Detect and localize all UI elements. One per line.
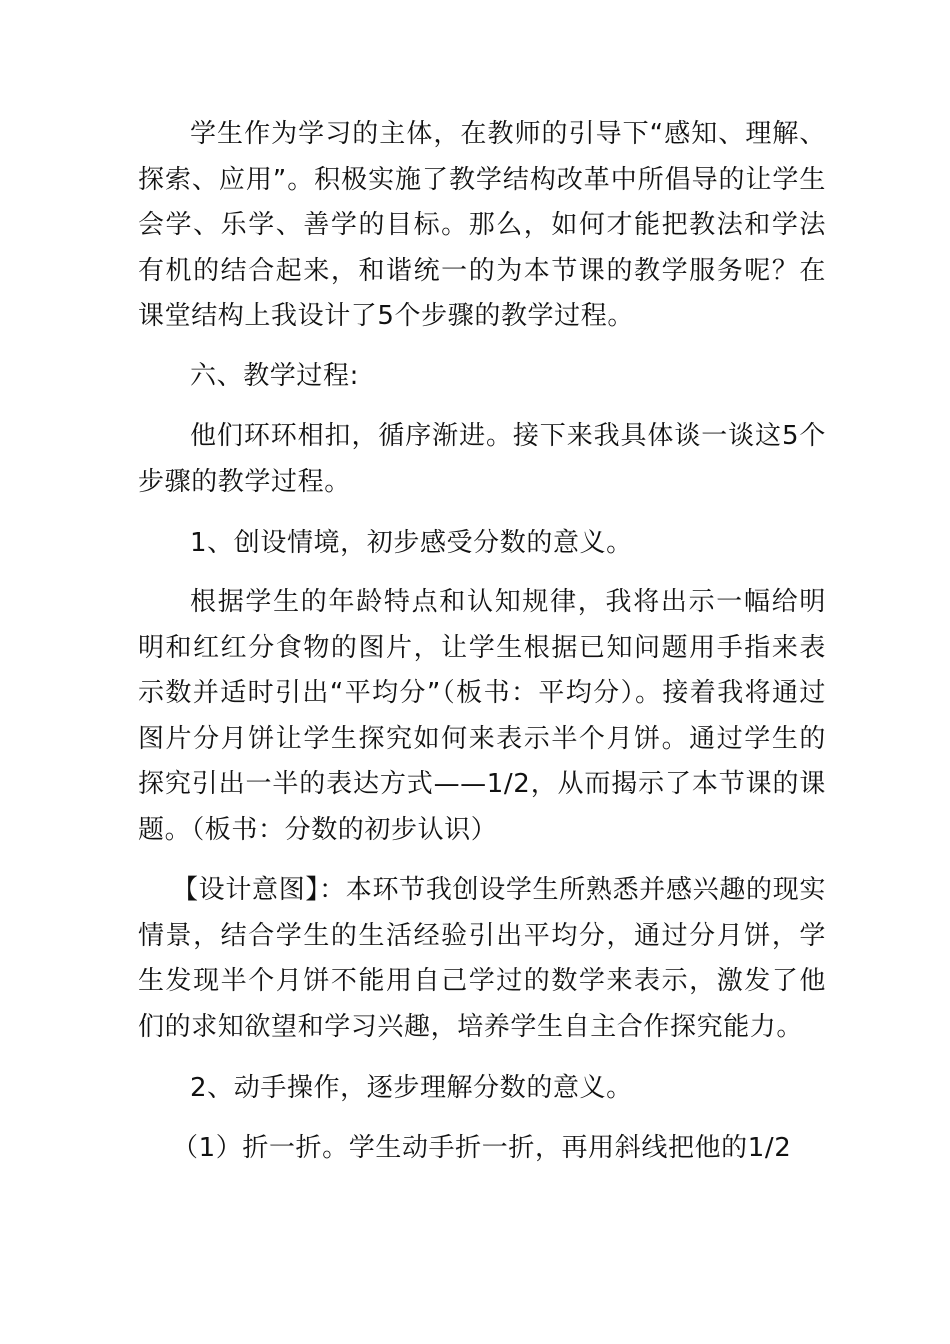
paragraph-five-steps: 他们环环相扣，循序渐进。接下来我具体谈一谈这5个步骤的教学过程。 [138,421,826,497]
paragraph-fold-activity: （1）折一折。学生动手折一折，再用斜线把他的1/2 [172,1133,792,1163]
step-heading-1: 1、创设情境，初步感受分数的意义。 [190,528,633,558]
step-heading-2: 2、动手操作，逐步理解分数的意义。 [190,1073,633,1103]
paragraph-student-role: 学生作为学习的主体，在教师的引导下“感知、理解、探索、应用”。积极实施了教学结构改革中所倡导的让学生会学、乐学、善学的目标。那么，如何才能把教法和学法有机的结合起来，和谐统一的为本节课的教学服务呢？在课堂结构上我设计了5个步骤的教学过程。 [138,119,826,331]
paragraph-design-intent: 【设计意图】：本环节我创设学生所熟悉并感兴趣的现实情景，结合学生的生活经验引出平均分，通过分月饼，学生发现半个月饼不能用自己学过的数学来表示，激发了他们的求知欲望和学习兴趣，培养学生自主合作探究能力。 [138,875,826,1042]
section-heading-teaching-process: 六、教学过程: [190,361,359,391]
paragraph-step-1-detail: 根据学生的年龄特点和认知规律，我将出示一幅给明明和红红分食物的图片，让学生根据已知问题用手指来表示数并适时引出“平均分”（板书：平均分）。接着我将通过图片分月饼让学生探究如何来表示半个月饼。通过学生的探究引出一半的表达方式——1/2，从而揭示了本节课的课题。（板书：分数的初步认识） [138,587,826,845]
